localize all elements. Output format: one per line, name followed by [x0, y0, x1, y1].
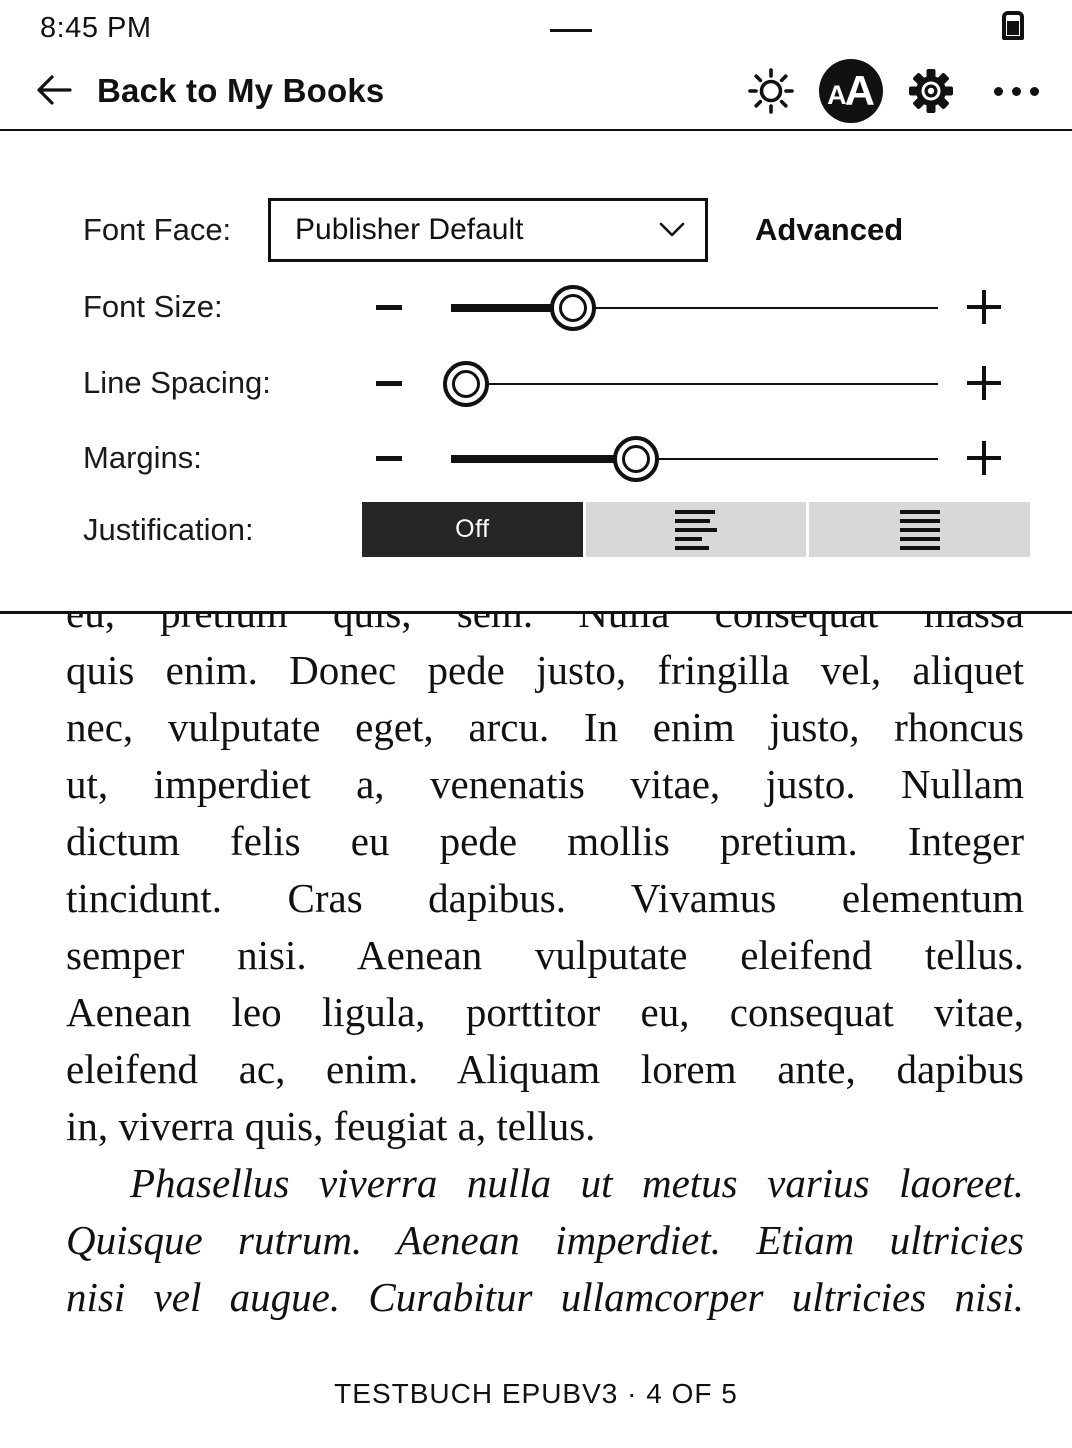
font-face-label: Font Face:	[83, 212, 232, 247]
align-left-icon	[675, 510, 717, 550]
gear-icon[interactable]	[908, 68, 954, 114]
minus-icon[interactable]	[369, 287, 409, 327]
brightness-icon[interactable]	[748, 68, 794, 114]
plus-icon[interactable]	[964, 438, 1004, 478]
notification-handle	[550, 29, 592, 32]
book-line: nec, vulputate eget, arcu. In enim justo, rhoncus	[66, 704, 1024, 750]
reading-settings-panel	[0, 131, 1072, 614]
font-size-slider[interactable]	[451, 307, 938, 309]
chevron-down-icon	[659, 222, 685, 238]
book-page[interactable]	[0, 614, 1072, 1448]
book-line: tincidunt. Cras dapibus. Vivamus elementum	[66, 875, 1024, 921]
book-line: quis enim. Donec pede justo, fringilla vel, aliquet	[66, 647, 1024, 693]
margins-slider[interactable]	[451, 458, 938, 460]
justification-off-button[interactable]: Off	[362, 502, 583, 557]
justification-full-button[interactable]	[809, 502, 1030, 557]
align-justify-icon	[900, 510, 940, 550]
minus-icon[interactable]	[369, 438, 409, 478]
advanced-link[interactable]: Advanced	[755, 212, 904, 247]
book-text	[66, 585, 1024, 1326]
book-line: eleifend ac, enim. Aliquam lorem ante, dapibus	[66, 1046, 1024, 1092]
line-spacing-slider[interactable]	[451, 383, 938, 385]
justification-left-button[interactable]	[586, 502, 807, 557]
plus-icon[interactable]	[964, 363, 1004, 403]
font-face-value: Publisher Default	[295, 213, 524, 246]
overflow-menu-icon[interactable]	[990, 80, 1042, 102]
back-to-my-books-button[interactable]: Back to My Books	[97, 72, 385, 109]
margins-slider-thumb[interactable]	[613, 436, 659, 482]
margins-label: Margins:	[83, 440, 202, 475]
plus-icon[interactable]	[964, 287, 1004, 327]
book-line: Phasellus viverra nulla ut metus varius laoreet.	[130, 1160, 1024, 1206]
font-settings-icon[interactable]: A A	[819, 59, 883, 123]
book-progress-footer: TESTBUCH EPUBV3 · 4 OF 5	[334, 1378, 738, 1409]
justification-control	[362, 502, 1030, 557]
book-line: dictum felis eu pede mollis pretium. Integer	[66, 818, 1024, 864]
book-line: Aenean leo ligula, porttitor eu, consequat vitae,	[66, 989, 1024, 1035]
minus-icon[interactable]	[369, 363, 409, 403]
font-size-label: Font Size:	[83, 289, 223, 324]
battery-icon	[1002, 11, 1024, 40]
book-line: ut, imperdiet a, venenatis vitae, justo. Nullam	[66, 761, 1024, 807]
book-line: nisi vel augue. Curabitur ullamcorper ultricies nisi.	[66, 1274, 1024, 1320]
clock: 8:45 PM	[40, 12, 152, 44]
font-size-slider-thumb[interactable]	[550, 285, 596, 331]
back-arrow-icon[interactable]	[34, 72, 74, 108]
book-line: semper nisi. Aenean vulputate eleifend tellus.	[66, 932, 1024, 978]
line-spacing-slider-thumb[interactable]	[443, 361, 489, 407]
book-line: in, viverra quis, feugiat a, tellus.	[66, 1103, 596, 1149]
justification-label: Justification:	[83, 511, 254, 547]
book-line: Quisque rutrum. Aenean imperdiet. Etiam ultricies	[66, 1217, 1024, 1263]
font-face-dropdown[interactable]	[268, 198, 708, 262]
line-spacing-label: Line Spacing:	[83, 365, 271, 400]
